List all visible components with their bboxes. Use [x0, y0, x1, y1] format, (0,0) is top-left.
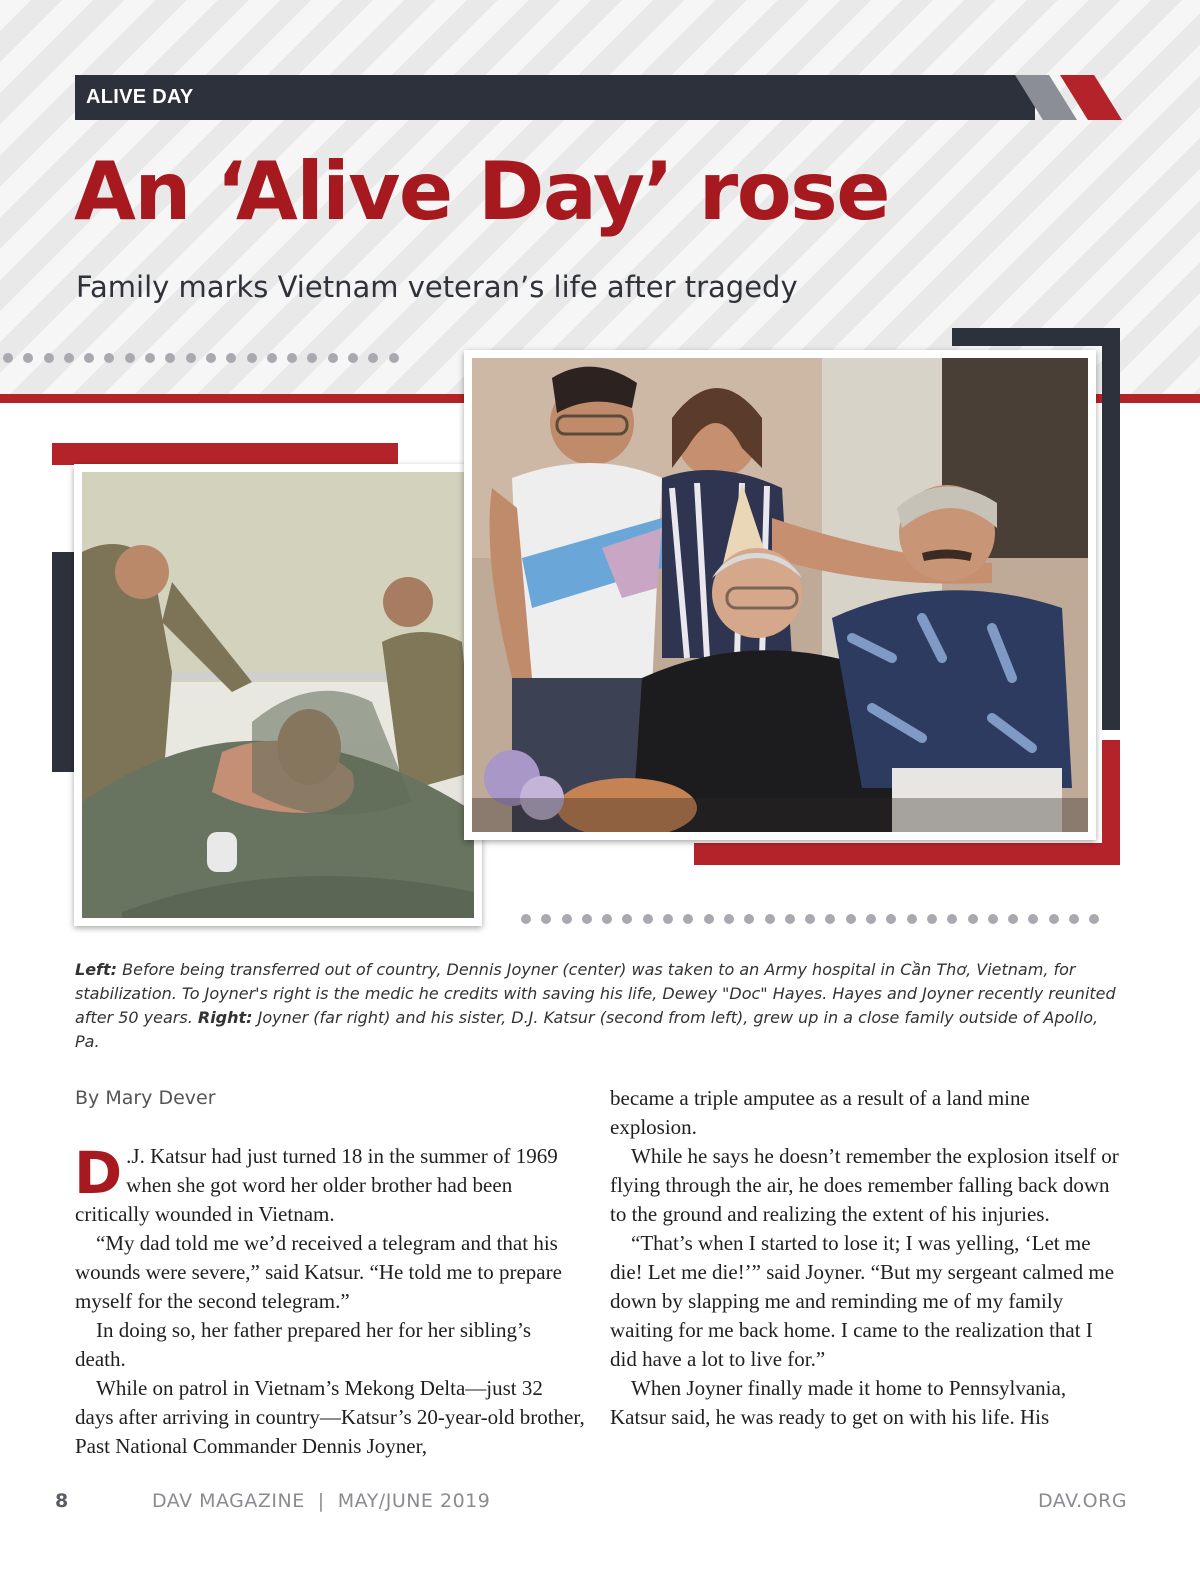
dot	[1089, 914, 1099, 924]
dot	[724, 914, 734, 924]
paragraph: When Joyner finally made it home to Pennsylvania, Katsur said, he was ready to get on with his life. His	[610, 1376, 1067, 1429]
dot	[389, 353, 399, 363]
website-link[interactable]: DAV.ORG	[1038, 1490, 1128, 1512]
hospital-bed-photo	[74, 464, 482, 926]
paragraph: While he says he doesn’t remember the explosion itself or flying through the air, he does remember falling back down to the ground and realizing the extent of his injuries.	[610, 1144, 1119, 1226]
caption-right-text: Joyner (far right) and his sister, D.J. Katsur (second from left), grew up in a close family outside of Apollo, Pa.	[75, 1008, 1099, 1051]
article-column-2	[610, 1084, 1120, 1432]
dot	[805, 914, 815, 924]
dot	[1028, 914, 1038, 924]
dot	[84, 353, 94, 363]
dot	[988, 914, 998, 924]
dot	[307, 353, 317, 363]
dot	[663, 914, 673, 924]
dot	[44, 353, 54, 363]
dot	[145, 353, 155, 363]
dot	[226, 353, 236, 363]
dot	[602, 914, 612, 924]
family-birthday-photo	[464, 350, 1096, 840]
dot	[1008, 914, 1018, 924]
section-label: ALIVE DAY	[86, 86, 194, 108]
right-photo-navy-frame-top	[952, 328, 1120, 346]
caption-left-label: Left:	[75, 960, 118, 979]
dot	[206, 353, 216, 363]
paragraph	[74, 1139, 585, 1229]
dot	[368, 353, 378, 363]
section-bar	[75, 75, 1035, 120]
dot	[267, 353, 277, 363]
dot	[64, 353, 74, 363]
dot	[622, 914, 632, 924]
dot	[683, 914, 693, 924]
dot	[846, 914, 856, 924]
dot	[104, 353, 114, 363]
caption-right-label: Right:	[197, 1008, 253, 1027]
dot	[125, 353, 135, 363]
dot	[562, 914, 572, 924]
dot	[541, 914, 551, 924]
page-subtitle: Family marks Vietnam veteran’s life after tragedy	[76, 270, 798, 304]
dot-row-top	[3, 353, 399, 363]
dot	[968, 914, 978, 924]
caption-left-text: Before being transferred out of country, Dennis Joyner (center) was taken to an Army hospital in Cần Thơ, Vietnam, for stabilization. To Joyner's right is the medic he credits with saving his life, Dewey "Doc" Hayes. Hayes and Joyner recently reunited after 50 years.	[75, 960, 1116, 1027]
dot	[927, 914, 937, 924]
left-photo-navy-frame	[52, 552, 74, 772]
dot	[521, 914, 531, 924]
paragraph: became a triple amputee as a result of a land mine explosion.	[610, 1086, 1030, 1139]
dot	[582, 914, 592, 924]
paragraph: “That’s when I started to lose it; I was yelling, ‘Let me die! Let me die!’” said Joyner. “But my sergeant calmed me down by slapping me and reminding me of my family waiting for me back home. I came to the realization that I did have a lot to live for.”	[610, 1231, 1115, 1371]
dot	[825, 914, 835, 924]
dot	[765, 914, 775, 924]
dot-row-bottom	[521, 914, 1099, 924]
paragraph: While on patrol in Vietnam’s Mekong Delta—just 32 days after arriving in country—Katsur’s 20-year-old brother, Past National Commander Dennis Joyner,	[75, 1376, 585, 1458]
dot	[3, 353, 13, 363]
right-photo-navy-frame-side	[1102, 328, 1120, 730]
dot	[348, 353, 358, 363]
dot	[1069, 914, 1079, 924]
publication-info: DAV MAGAZINE | MAY/JUNE 2019	[152, 1490, 491, 1512]
dot	[643, 914, 653, 924]
dot	[907, 914, 917, 924]
drop-cap: D	[74, 1139, 123, 1207]
dot	[23, 353, 33, 363]
dot	[704, 914, 714, 924]
dot	[186, 353, 196, 363]
dot	[328, 353, 338, 363]
dot	[947, 914, 957, 924]
dot	[866, 914, 876, 924]
page-number: 8	[55, 1490, 69, 1512]
dot	[165, 353, 175, 363]
dot	[247, 353, 257, 363]
left-photo-red-frame	[52, 443, 398, 465]
right-photo-red-frame-bottom	[694, 843, 1120, 865]
paragraph: “My dad told me we’d received a telegram and that his wounds were severe,” said Katsur. “He told me to prepare myself for the second telegram.”	[75, 1231, 562, 1313]
photo-caption	[75, 958, 1125, 1054]
paragraph: In doing so, her father prepared her for her sibling’s death.	[75, 1318, 532, 1371]
byline: By Mary Dever	[75, 1087, 216, 1109]
dot	[785, 914, 795, 924]
dot	[744, 914, 754, 924]
article-column-1	[74, 1139, 585, 1461]
dot	[886, 914, 896, 924]
dot	[287, 353, 297, 363]
page-title: An ‘Alive Day’ rose	[74, 145, 890, 238]
dot	[1049, 914, 1059, 924]
paragraph-text: .J. Katsur had just turned 18 in the summer of 1969 when she got word her older brother had been critically wounded in Vietnam.	[75, 1144, 558, 1226]
